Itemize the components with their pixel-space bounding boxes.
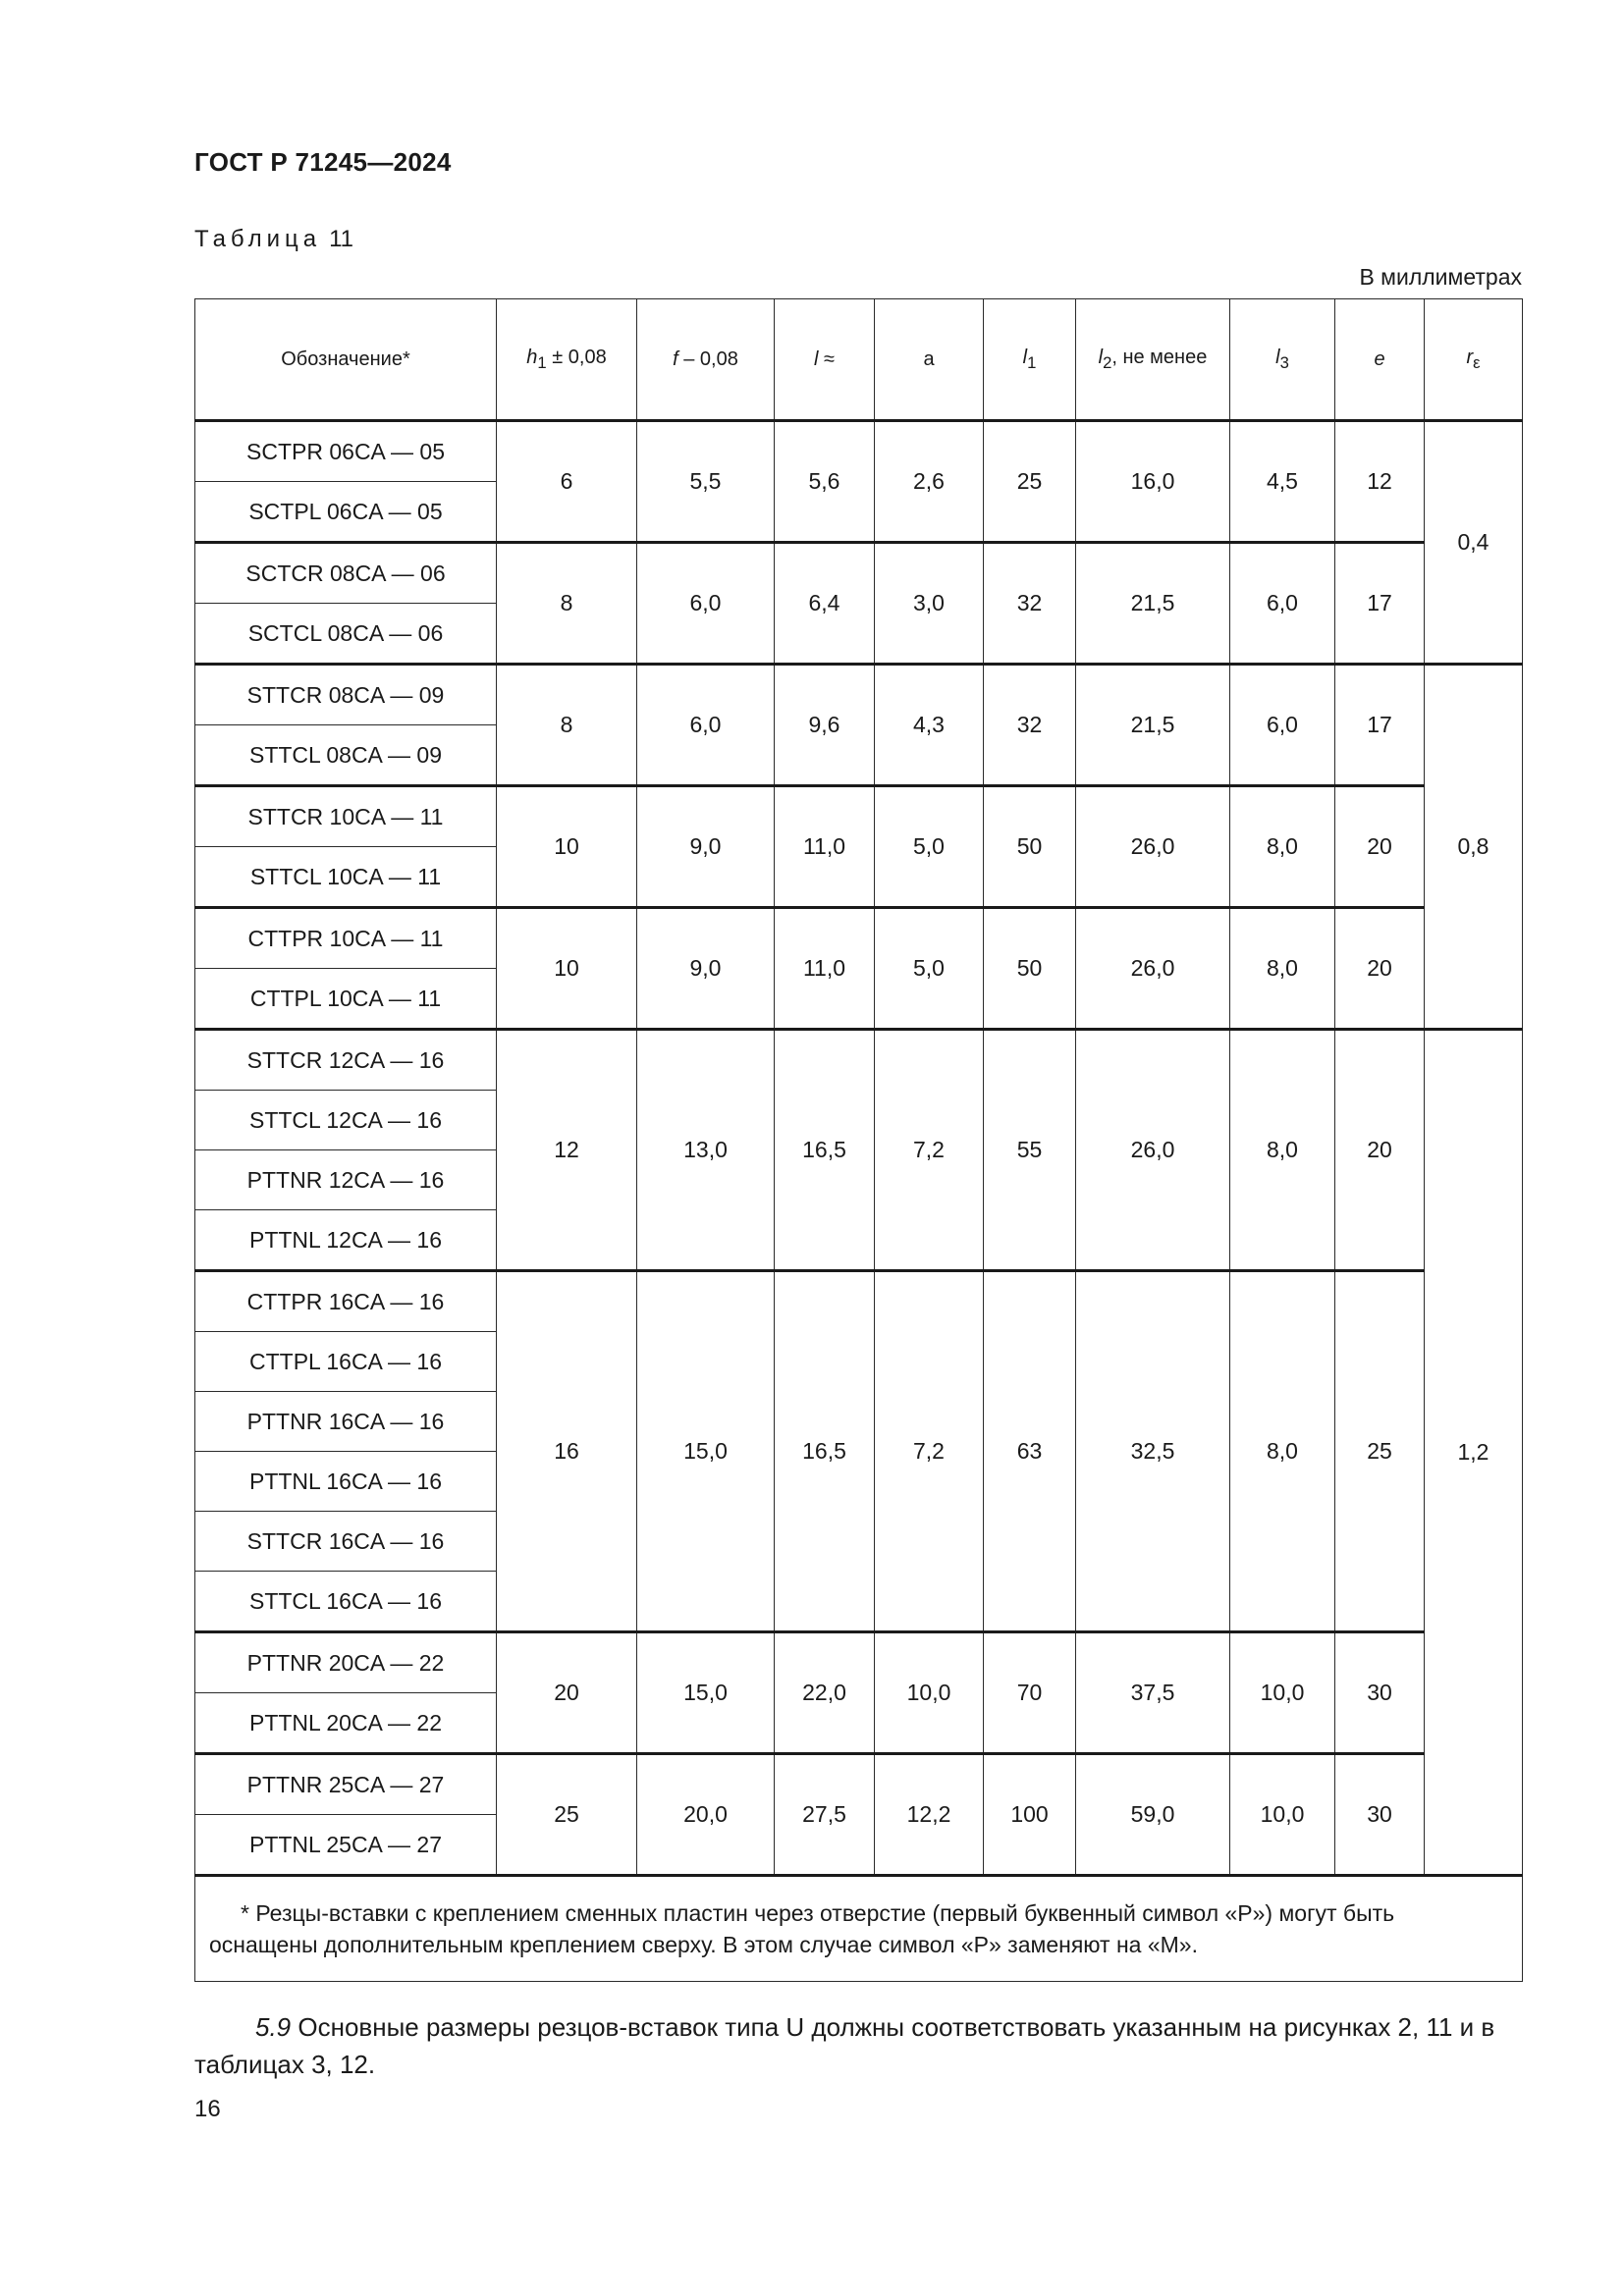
designation-cell: STTCL 16CA — 16 [195,1572,497,1632]
header-f-symbol: f [673,347,678,370]
table-body [195,421,1523,1982]
l1-cell: 50 [984,786,1076,908]
designation-cell: CTTPL 10CA — 11 [195,969,497,1030]
document-header: ГОСТ Р 71245—2024 [194,147,452,177]
f-cell: 20,0 [637,1754,775,1876]
f-cell: 6,0 [637,665,775,786]
l3-cell: 8,0 [1230,786,1335,908]
header-f-tolerance: – 0,08 [677,347,738,370]
designation-cell: CTTPR 10CA — 11 [195,908,497,969]
paragraph-number: 5.9 [255,2012,292,2042]
designation-cell: STTCR 12CA — 16 [195,1030,497,1091]
table-row [195,908,1523,969]
table-label: Таблица [194,226,322,252]
f-cell: 9,0 [637,786,775,908]
h1-cell: 12 [497,1030,637,1271]
header-r [1425,299,1523,421]
l1-cell: 63 [984,1271,1076,1632]
paragraph-5-9 [194,2008,1522,2083]
l1-cell: 32 [984,665,1076,786]
l-cell: 5,6 [775,421,875,543]
l2-cell: 21,5 [1076,665,1230,786]
page-number: 16 [194,2096,221,2122]
e-cell: 20 [1335,1030,1425,1271]
l-cell: 9,6 [775,665,875,786]
header-l2-symbol: l [1098,346,1104,368]
header-row [195,299,1523,421]
l3-cell: 10,0 [1230,1632,1335,1754]
header-l2 [1076,299,1230,421]
f-cell: 9,0 [637,908,775,1030]
l3-cell: 6,0 [1230,543,1335,665]
radius-cell: 0,4 [1425,421,1523,665]
designation-cell: SCTPL 06CA — 05 [195,482,497,543]
a-cell: 3,0 [875,543,984,665]
table-number: 11 [329,226,354,252]
h1-cell: 20 [497,1632,637,1754]
header-l1-sub: 1 [1027,352,1037,372]
l2-cell: 26,0 [1076,908,1230,1030]
designation-cell: PTTNR 20CA — 22 [195,1632,497,1693]
h1-cell: 6 [497,421,637,543]
a-cell: 4,3 [875,665,984,786]
table-row [195,1632,1523,1693]
e-cell: 20 [1335,908,1425,1030]
e-cell: 25 [1335,1271,1425,1632]
l-cell: 16,5 [775,1271,875,1632]
e-cell: 17 [1335,543,1425,665]
h1-cell: 25 [497,1754,637,1876]
designation-cell: PTTNR 25CA — 27 [195,1754,497,1815]
header-h1 [497,299,637,421]
radius-cell: 0,8 [1425,665,1523,1030]
h1-cell: 8 [497,665,637,786]
paragraph-text: Основные размеры резцов-вставок типа U должны соответствовать указанным на рисунках 2, 11 и в таблицах 3, 12. [194,2012,1495,2079]
table-row [195,1754,1523,1815]
header-e-symbol: e [1374,347,1385,370]
table-row [195,1271,1523,1332]
l-cell: 11,0 [775,908,875,1030]
l2-cell: 21,5 [1076,543,1230,665]
designation-cell: SCTCL 08CA — 06 [195,604,497,665]
l1-cell: 32 [984,543,1076,665]
a-cell: 7,2 [875,1030,984,1271]
l2-cell: 32,5 [1076,1271,1230,1632]
designation-cell: CTTPR 16CA — 16 [195,1271,497,1332]
header-h1-symbol: h [526,346,538,368]
header-h1-sub: 1 [537,352,547,372]
l3-cell: 8,0 [1230,1030,1335,1271]
l3-cell: 8,0 [1230,908,1335,1030]
table-caption [194,226,353,253]
footnote-text: * Резцы-вставки с креплением сменных пластин через отверстие (первый буквенный символ «P») могут быть оснащены дополнительным креплением сверху. В этом случае символ «P» заменяют на «M». [209,1900,1395,1957]
designation-cell: STTCR 10CA — 11 [195,786,497,847]
a-cell: 5,0 [875,786,984,908]
l1-cell: 70 [984,1632,1076,1754]
l3-cell: 10,0 [1230,1754,1335,1876]
l1-cell: 55 [984,1030,1076,1271]
f-cell: 15,0 [637,1632,775,1754]
header-l1 [984,299,1076,421]
l3-cell: 6,0 [1230,665,1335,786]
l-cell: 11,0 [775,786,875,908]
table-row [195,1030,1523,1091]
header-r-symbol: r [1466,346,1474,368]
l2-cell: 26,0 [1076,786,1230,908]
designation-cell: STTCR 16CA — 16 [195,1512,497,1572]
header-l [775,299,875,421]
e-cell: 12 [1335,421,1425,543]
l2-cell: 37,5 [1076,1632,1230,1754]
header-e [1335,299,1425,421]
e-cell: 20 [1335,786,1425,908]
l2-cell: 16,0 [1076,421,1230,543]
designation-cell: CTTPL 16CA — 16 [195,1332,497,1392]
dimensions-table [194,298,1523,1982]
designation-cell: STTCL 12CA — 16 [195,1091,497,1150]
a-cell: 5,0 [875,908,984,1030]
l-cell: 27,5 [775,1754,875,1876]
a-cell: 12,2 [875,1754,984,1876]
table-row [195,665,1523,725]
table-row [195,786,1523,847]
l-cell: 16,5 [775,1030,875,1271]
header-l2-min: , не менее [1111,346,1208,368]
h1-cell: 10 [497,786,637,908]
radius-cell: 1,2 [1425,1030,1523,1876]
h1-cell: 10 [497,908,637,1030]
l3-cell: 8,0 [1230,1271,1335,1632]
header-r-sub: ε [1473,352,1481,372]
l-cell: 6,4 [775,543,875,665]
designation-cell: PTTNL 20CA — 22 [195,1693,497,1754]
e-cell: 30 [1335,1754,1425,1876]
header-l1-symbol: l [1022,346,1028,368]
f-cell: 13,0 [637,1030,775,1271]
h1-cell: 8 [497,543,637,665]
e-cell: 30 [1335,1632,1425,1754]
l1-cell: 100 [984,1754,1076,1876]
l3-cell: 4,5 [1230,421,1335,543]
f-cell: 15,0 [637,1271,775,1632]
header-designation: Обозначение* [195,299,497,421]
designation-cell: PTTNL 16CA — 16 [195,1452,497,1512]
l2-cell: 59,0 [1076,1754,1230,1876]
h1-cell: 16 [497,1271,637,1632]
designation-cell: STTCR 08CA — 09 [195,665,497,725]
l-cell: 22,0 [775,1632,875,1754]
designation-cell: PTTNR 16CA — 16 [195,1392,497,1452]
designation-cell: PTTNL 25CA — 27 [195,1815,497,1876]
designation-cell: SCTCR 08CA — 06 [195,543,497,604]
l2-cell: 26,0 [1076,1030,1230,1271]
header-h1-tolerance: ± 0,08 [546,346,607,368]
designation-cell: PTTNR 12CA — 16 [195,1150,497,1210]
l1-cell: 25 [984,421,1076,543]
a-cell: 2,6 [875,421,984,543]
a-cell: 10,0 [875,1632,984,1754]
footnote-row [195,1876,1523,1982]
f-cell: 5,5 [637,421,775,543]
table-row [195,543,1523,604]
f-cell: 6,0 [637,543,775,665]
designation-cell: PTTNL 12CA — 16 [195,1210,497,1271]
header-a: a [875,299,984,421]
units-note: В миллиметрах [1359,264,1522,290]
header-f [637,299,775,421]
header-l3-sub: 3 [1279,352,1289,372]
table-row [195,421,1523,482]
designation-cell: STTCL 10CA — 11 [195,847,497,908]
designation-cell: SCTPR 06CA — 05 [195,421,497,482]
header-l3 [1230,299,1335,421]
header-l2-sub: 2 [1103,352,1112,372]
footnote-cell [195,1876,1523,1982]
l1-cell: 50 [984,908,1076,1030]
header-l-approx: ≈ [818,347,835,370]
a-cell: 7,2 [875,1271,984,1632]
designation-cell: STTCL 08CA — 09 [195,725,497,786]
e-cell: 17 [1335,665,1425,786]
header-l-symbol: l [814,347,819,370]
header-l3-symbol: l [1275,346,1280,368]
